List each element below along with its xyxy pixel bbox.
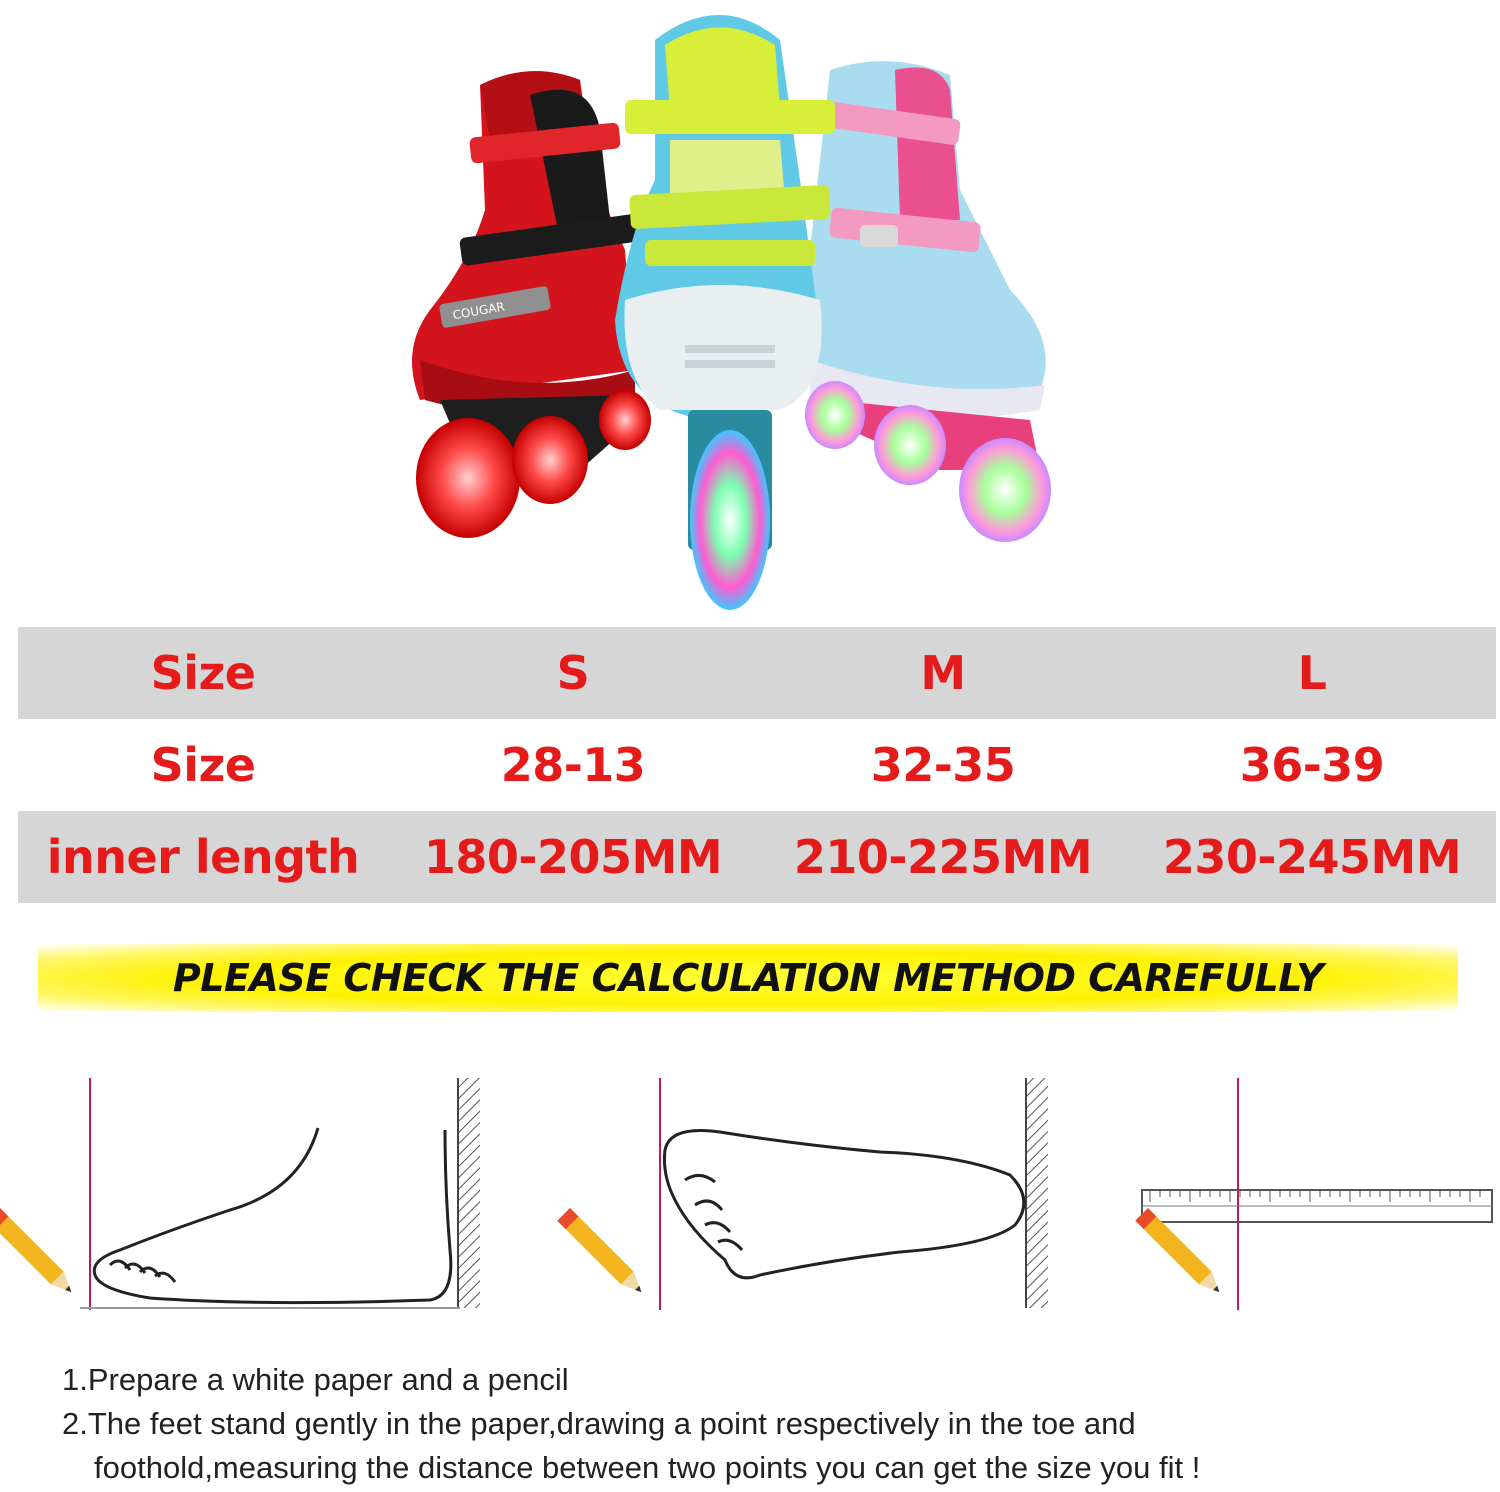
banner-text: PLEASE CHECK THE CALCULATION METHOD CAREFULLY [172,956,1324,1000]
diagram-side-view-foot [0,1078,480,1310]
header-size-label: Size [150,646,256,700]
header-size-s: S [556,646,590,700]
size-row-l: 36-39 [1239,738,1385,792]
measurement-instructions [62,1358,1482,1490]
ruler-ticks [1150,1190,1480,1202]
diagram-ruler [1135,1078,1492,1310]
red-skate [412,71,651,538]
size-row-s: 28-13 [500,738,646,792]
table-row-size [18,719,1496,811]
instruction-step-2-line-2: foothold,measuring the distance between two points you can get the size you fit ! [94,1450,1201,1485]
pencil-icon [557,1208,648,1299]
instruction-step-2-line-1: 2.The feet stand gently in the paper,drawing a point respectively in the toe and [62,1406,1136,1441]
pink-skate [805,61,1051,542]
size-row-m: 32-35 [870,738,1016,792]
size-chart-table [18,627,1496,903]
instruction-step-1: 1.Prepare a white paper and a pencil [62,1362,569,1397]
green-skate [615,15,835,610]
table-header-row [18,627,1496,719]
calculation-method-banner [38,944,1458,1012]
size-row-label: Size [150,738,256,792]
length-row-m: 210-225MM [793,830,1093,884]
table-row-inner-length [18,811,1496,903]
foot-measurement-diagrams [0,1070,1500,1330]
length-row-s: 180-205MM [423,830,723,884]
cougar-logo: COUGAR [451,299,506,323]
header-size-m: M [920,646,966,700]
length-row-l: 230-245MM [1162,830,1462,884]
length-row-label: inner length [46,830,360,884]
pencil-icon [0,1208,78,1299]
diagram-top-view-foot [557,1078,1048,1310]
inline-skates-illustration [380,0,1080,620]
header-size-l: L [1297,646,1327,700]
